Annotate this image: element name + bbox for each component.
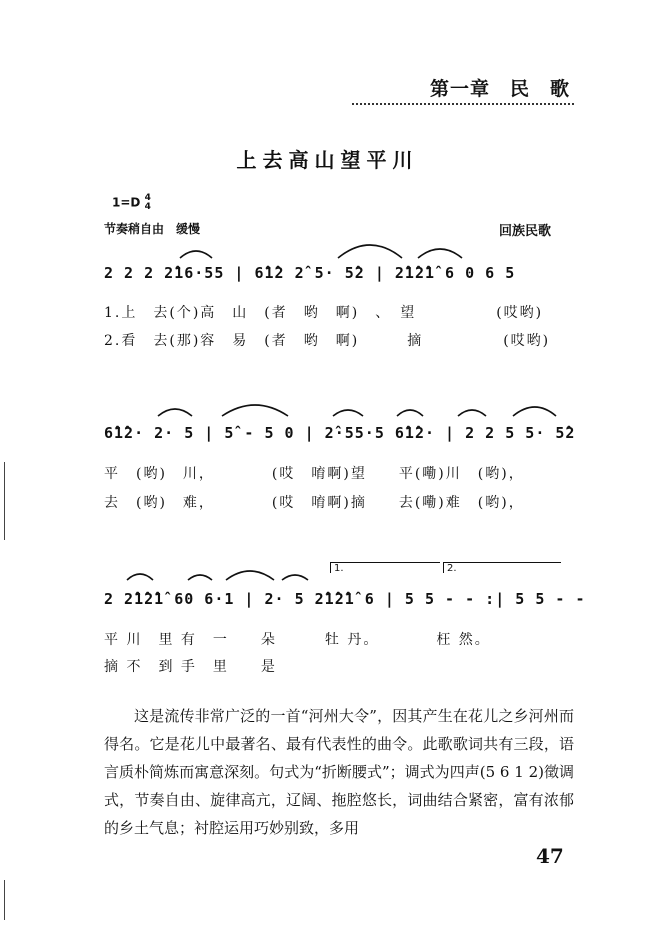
lyrics-verse-2-line-2: 去 (哟) 难， (哎 唷啊)摘 去(嘞)难 (哟)， xyxy=(104,495,525,511)
time-signature: 4 4 xyxy=(144,193,151,212)
commentary-paragraph xyxy=(104,702,574,842)
lyrics-verse-2-line-1: 2.看 去(那)容 易 (者 哟 啊) 摘 (哎哟) xyxy=(104,333,551,349)
notation-line-3: 2 2̂1̂2̂1̂ 60 6·1 | 2· 5 2̂1̂2̂1̂ 6 | 5 5 - - :| 5 5 - - xyxy=(104,590,586,608)
lyrics-verse-1-line-1: 1.上 去(个)高 山 (者 哟 啊) 、 望 (哎哟) xyxy=(104,305,544,321)
song-origin: 回族民歌 xyxy=(499,224,552,239)
lyrics-verse-2-line-3: 摘 不 到 手 里 是 xyxy=(104,659,277,675)
notation-line-1: 2 2 2 2̂16·55 | 6̂1̂2 2̂ 5· 5̂2 | 2̂1̂2̂1̂ 6 0 6 5 xyxy=(104,264,516,282)
tempo-marking: 节奏稍自由 缓慢 xyxy=(104,222,201,236)
notation-line-2: 6̂1̂2· 2· 5 | 5̂ - 5 0 | 2̂·55·5 6̂1̂2· | 2 2 5 5· 5̂2 xyxy=(104,424,576,442)
song-title: 上去高山望平川 xyxy=(236,148,419,172)
volta-second-ending: 2. xyxy=(443,562,561,573)
lyrics-verse-1-line-2: 平 (哟) 川， (哎 唷啊)望 平(嘞)川 (哟)， xyxy=(104,466,525,482)
key-label: 1=D xyxy=(112,195,141,210)
volta-first-ending: 1. xyxy=(330,562,440,573)
chapter-heading: 第一章 民 歌 xyxy=(430,78,571,100)
commentary-text: 这是流传非常广泛的一首“河州大令”，因其产生在花儿之乡河州而得名。它是花儿中最著名、最有代表性的曲令。此歌歌词共有三段，语言质朴简炼而寓意深刻。句式为“折断腰式”；调式为四声(5 6 1 2)徵调式，节奏自由、旋律高亢，辽阔、拖腔悠长，词曲结合紧密，富有浓郁的乡土气息；衬腔运用巧妙别致，多用 xyxy=(104,707,574,837)
lyrics-verse-1-line-3: 平 川 里 有 一 朵 牡 丹。 枉 然。 xyxy=(104,632,491,648)
page-number: 47 xyxy=(536,844,564,868)
